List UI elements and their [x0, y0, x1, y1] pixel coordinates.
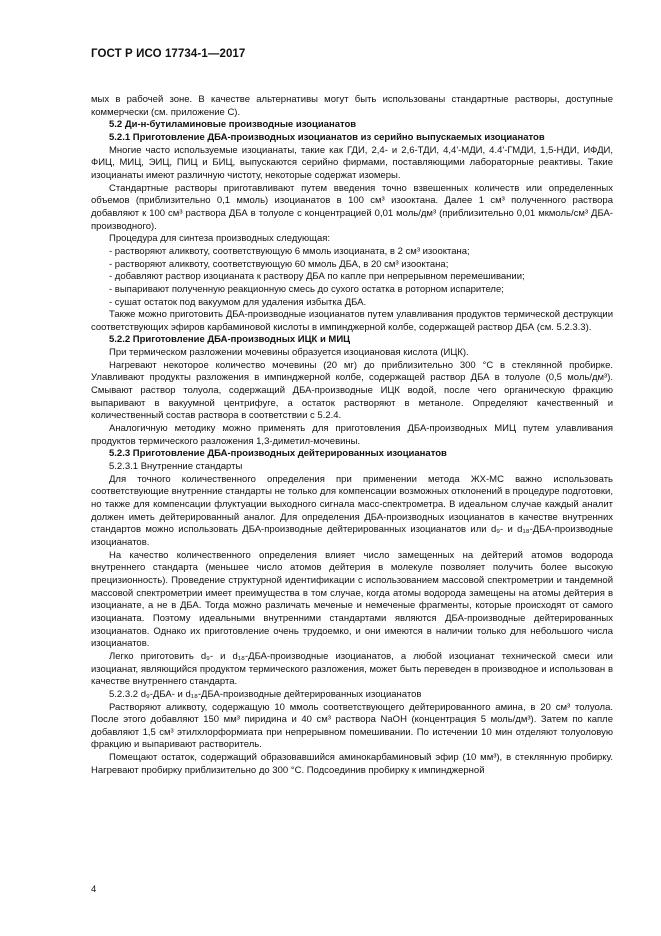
document-header: ГОСТ Р ИСО 17734-1—2017	[91, 48, 246, 60]
paragraph: На качество количественного определения влияет число замещенных на дейтерий атомов водорода внутреннего стандарта (меньшее число атомов дейтерия в молекуле позволяет получить более высокую прецизионность). Проведение структурной идентификации с использованием массовой спектрометрии и тандемной массовой спектрометрии имеет преимущества в том случае, когда атомы водорода замещены на атомы дейтерия в изоцианате, а не в ДБА. Тогда можно различать меченые и немеченые фрагменты, которые происходят от самого изоцианата. Поэтому идеальными внутренними стандартами являются ДБА-производные дейтерированных изоцианатов. Однако их приготовление очень трудоемко, и они имеются в наличии только для небольшого числа изоцианатов.	[91, 549, 613, 650]
list-item: - добавляют раствор изоцианата к раствору ДБА по капле при непрерывном перемешивании;	[109, 271, 525, 283]
paragraph: мых в рабочей зоне. В качестве альтернативы могут быть использованы стандартные растворы, доступные коммерчески (см. приложение С).	[91, 94, 613, 118]
clause-heading: 5.2.3.2 d₉-ДБА- и d₁₈-ДБА-производные дейтерированных изоцианатов	[109, 688, 422, 700]
list-item: - растворяют аликвоту, соответствующую 60 ммоль ДБА, в 20 см³ изооктана;	[109, 258, 449, 270]
list-item: - растворяют аликвоту, соответствующую 6 ммоль изоцианата, в 2 см³ изооктана;	[109, 245, 470, 257]
list-item: - выпаривают полученную реакционную смесь до сухого остатка в роторном испарителе;	[109, 283, 504, 295]
paragraph: Стандартные растворы приготавливают путем введения точно взвешенных количеств или определенных объемов (приблизительно 0,1 ммоль) изоцианатов в 100 см³ изооктана. Далее 1 см³ полученного раствора добавляют к 100 см³ раствора ДБА в толуоле с концентрацией 0,01 моль/дм³ (приблизительно 0,01 мкмоль/см³ ДБА-производного).	[91, 182, 613, 232]
paragraph: Легко приготовить d₉- и d₁₈-ДБА-производные изоцианатов, а любой изоцианат технической смеси или изоцианат, являющийся продуктом термического разложения, может быть переведен в производное и использован в качестве внутреннего стандарта.	[91, 650, 613, 688]
paragraph: Нагревают некоторое количество мочевины (20 мг) до приблизительно 300 °С в стеклянной пробирке. Улавливают продукты разложения в импинджерной колбе, содержащей раствор ДБА в толуоле (0,5 моль/дм³). Смывают раствор толуола, содержащий ДБА-производные ИЦК водой, после чего органическую фракцию выпаривают в вакуумной центрифуге, а остаток растворяют в метаноле. Определяют качественный и количественный состав раствора в соответствии с 5.2.4.	[91, 359, 613, 422]
paragraph: Помещают остаток, содержащий образовавшийся аминокарбаминовый эфир (10 мм³), в стеклянную пробирку. Нагревают пробирку приблизительно до 300 °С. Подсоединив пробирку к импинджерной	[91, 752, 613, 776]
paragraph: Многие часто используемые изоцианаты, такие как ГДИ, 2,4- и 2,6-ТДИ, 4,4'-МДИ, 4.4'-ГМДИ, 1,5-НДИ, ИФДИ, ФИЦ, МИЦ, ЭИЦ, ПИЦ и БИЦ, выпускаются серийно фирмами, поставляющими лабораторные реактивы. Такие изоцианаты имеют различную чистоту, некоторые содержат изомеры.	[91, 144, 613, 181]
subsection-heading: 5.2.1 Приготовление ДБА-производных изоцианатов из серийно выпускаемых изоцианатов	[109, 131, 545, 143]
subsection-heading: 5.2.2 Приготовление ДБА-производных ИЦК и МИЦ	[109, 334, 351, 346]
page-number: 4	[91, 884, 97, 895]
paragraph: Растворяют аликвоту, содержащую 10 ммоль соответствующего дейтерированного амина, в 20 см³ толуола. После этого добавляют 150 мм³ пиридина и 40 см³ раствора NaOH (концентрация 5 моль/дм³). Затем по капле добавляют 1,5 см³ этилхлорформиата при непрерывном помешивании. По истечении 10 мин отделяют толуоловую фракцию и выпаривают растворитель.	[91, 701, 613, 751]
document-body	[91, 94, 613, 777]
paragraph: Процедура для синтеза производных следующая:	[109, 233, 331, 245]
paragraph: Аналогичную методику можно применять для приготовления ДБА-производных МИЦ путем улавливания продуктов термического разложения 1,3-диметил-мочевины.	[91, 423, 613, 447]
subsection-heading: 5.2.3 Приготовление ДБА-производных дейтерированных изоцианатов	[109, 448, 447, 460]
section-heading: 5.2 Ди-н-бутиламиновые производные изоцианатов	[109, 119, 357, 131]
paragraph: Также можно приготовить ДБА-производные изоцианатов путем улавливания продуктов термической деструкции соответствующих эфиров карбаминовой кислоты в импинджерной колбе, содержащей раствор ДБА (см. 5.2.3.3).	[91, 309, 613, 333]
clause-heading: 5.2.3.1 Внутренние стандарты	[109, 461, 243, 473]
list-item: - сушат остаток под вакуумом для удаления избытка ДБА.	[109, 296, 367, 308]
paragraph: Для точного количественного определения при применении метода ЖХ-МС важно использовать соответствующие внутренние стандарты не только для компенсации возможных отклонений в процедуре подготовки, но также для компенсации флуктуации выходного сигнала масс-спектрометра. В идеальном случае каждый аналит должен иметь дейтерированный аналог. Для определения ДБА-производных изоцианатов в качестве внутренних стандартов можно использовать ДБА-производные дейтерированных изоцианатов или d₉- и d₁₈-ДБА-производные изоцианатов.	[91, 473, 613, 548]
paragraph: При термическом разложении мочевины образуется изоциановая кислота (ИЦК).	[109, 347, 469, 359]
